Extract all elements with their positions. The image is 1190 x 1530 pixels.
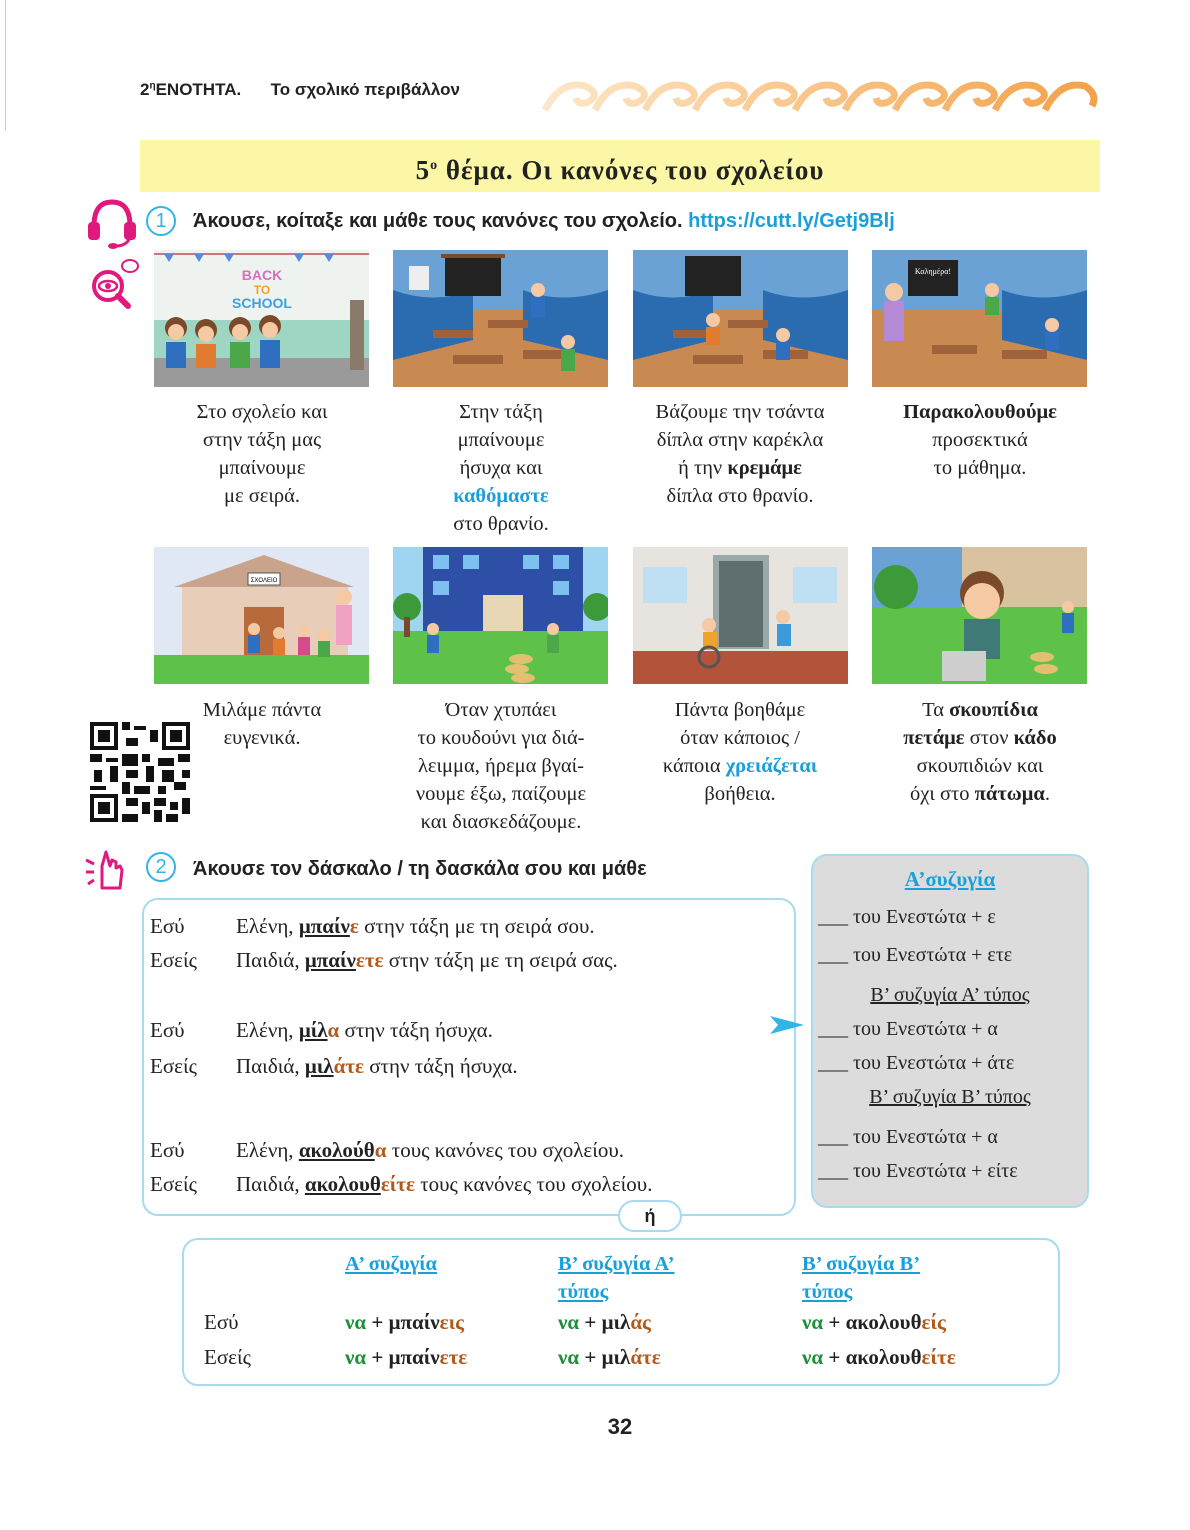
example-pronoun: Εσείς: [150, 1172, 197, 1196]
plus-sign: +: [579, 1345, 602, 1369]
table-header-text: τύπος: [802, 1281, 853, 1303]
lesson-title-num: 5: [415, 155, 431, 185]
picture-break-play: [393, 547, 608, 684]
na-particle: να: [558, 1310, 580, 1334]
caption-7-keyword: χρειάζεται: [725, 755, 818, 777]
grammar-blank: ___: [818, 944, 848, 966]
plus-sign: +: [823, 1310, 846, 1334]
grammar-heading-a: Α’συζυγία: [904, 867, 996, 891]
example-stem: μπαίν: [298, 914, 350, 938]
verb-stem: μιλ: [601, 1345, 631, 1369]
picture-classroom-bag: [633, 250, 848, 387]
example-prefix: Ελένη,: [236, 1138, 299, 1162]
exercise-1-number: 1: [146, 206, 176, 236]
caption-5-line: ευγενικά.: [223, 727, 301, 749]
grammar-rule-text: του Ενεστώτα + είτε: [848, 1160, 1018, 1182]
caption-2-keyword: καθόμαστε: [453, 485, 549, 507]
table-header-b2: [802, 1250, 920, 1306]
table-header-text: τύπος: [558, 1281, 609, 1303]
grammar-rule-text: του Ενεστώτα + άτε: [848, 1052, 1015, 1074]
caption-3-text: ή την: [678, 457, 728, 479]
example-prefix: Παιδιά,: [236, 1172, 305, 1196]
exercise-1-instruction: [193, 210, 895, 233]
caption-8-text: όχι στο: [910, 783, 975, 805]
caption-1-line: στην τάξη μας: [202, 429, 322, 451]
example-row: [150, 1132, 624, 1168]
picture-classroom-enter: [393, 250, 608, 387]
caption-8-keyword: πετάμε: [903, 727, 965, 749]
back-to-school-sign-1: BACK: [241, 267, 283, 283]
grammar-rule-text: του Ενεστώτα + α: [848, 1126, 998, 1148]
example-stem: μπαίν: [304, 948, 356, 972]
example-rest: τους κανόνες του σχολείου.: [414, 1172, 653, 1196]
plus-sign: +: [823, 1345, 846, 1369]
lesson-title-sup: ο: [430, 158, 439, 173]
verb-ending: είς: [921, 1310, 946, 1334]
example-ending: ε: [349, 914, 359, 938]
example-pronoun: Εσείς: [150, 948, 197, 972]
headphones-icon: [86, 196, 138, 250]
caption-7: [620, 696, 860, 808]
caption-3-line: δίπλα στην καρέκλα: [656, 429, 824, 451]
page-number: 32: [607, 1414, 633, 1439]
grammar-rule: [818, 1120, 1082, 1154]
caption-8-keyword: κάδο: [1013, 727, 1057, 749]
verb-stem: ακολουθ: [845, 1310, 922, 1334]
unit-title: Το σχολικό περιβάλλον: [270, 80, 460, 99]
caption-3: [620, 398, 860, 510]
table-cell: [345, 1345, 467, 1370]
back-to-school-sign-2: TO: [253, 283, 271, 297]
example-rest: στην τάξη ήσυχα.: [339, 1018, 493, 1042]
grammar-rule: [818, 1154, 1082, 1188]
example-ending: άτε: [333, 1054, 364, 1078]
caption-6-line: νουμε έξω, παίζουμε: [415, 783, 587, 805]
eye-magnifier-icon: [86, 258, 140, 310]
caption-8-line: [860, 696, 1100, 724]
grammar-rule-text: του Ενεστώτα + α: [848, 1018, 998, 1040]
caption-8-line: [860, 780, 1100, 808]
caption-8-text: Τα: [922, 699, 950, 721]
exercise-2-number: 2: [146, 852, 176, 882]
example-rest: στην τάξη ήσυχα.: [363, 1054, 518, 1078]
caption-5: [142, 696, 382, 752]
table-cell: [802, 1345, 956, 1370]
caption-4-line: προσεκτικά: [932, 429, 1028, 451]
table-cell: [345, 1310, 464, 1335]
caption-6: [381, 696, 621, 836]
caption-1-line: με σειρά.: [224, 485, 300, 507]
table-header-a: [345, 1250, 437, 1278]
meander-ornament: [540, 72, 1100, 116]
page-edge-line: [5, 0, 6, 130]
na-particle: να: [345, 1310, 367, 1334]
caption-3-keyword: κρεμάμε: [727, 457, 802, 479]
verb-stem: μπαίν: [388, 1310, 440, 1334]
verb-ending: εις: [439, 1310, 464, 1334]
unit-number: 2: [140, 80, 150, 99]
example-pronoun: Εσύ: [150, 1138, 185, 1162]
table-row-label: Εσύ: [204, 1310, 239, 1334]
caption-3-line: [620, 454, 860, 482]
caption-7-line: Πάντα βοηθάμε: [674, 699, 806, 721]
teacher-speech-bubble: Καλημέρα!: [914, 267, 952, 276]
example-rest: στην τάξη με τη σειρά σου.: [358, 914, 595, 938]
table-cell: [558, 1345, 661, 1370]
caption-1: [142, 398, 382, 510]
verb-ending: είτε: [921, 1345, 956, 1369]
verb-ending: ετε: [439, 1345, 468, 1369]
picture-trash-bin: [872, 547, 1087, 684]
verb-stem: μπαίν: [388, 1345, 440, 1369]
example-row: [150, 1012, 493, 1048]
grammar-rule: [818, 1046, 1082, 1080]
plus-sign: +: [366, 1345, 389, 1369]
plus-sign: +: [366, 1310, 389, 1334]
na-particle: να: [802, 1310, 824, 1334]
grammar-rule: [818, 1012, 1082, 1046]
grammar-rule: [818, 900, 1082, 934]
caption-8-keyword: σκουπίδια: [949, 699, 1038, 721]
caption-6-line: Όταν χτυπάει: [445, 699, 557, 721]
verb-stem: μιλ: [601, 1310, 631, 1334]
caption-6-line: το κουδούνι για διά-: [417, 727, 585, 749]
school-sign: ΣΧΟΛΕΙΟ: [250, 578, 278, 584]
table-header-text: Β’ συζυγία Β’: [802, 1253, 921, 1275]
lesson-title: [140, 140, 1100, 192]
plus-sign: +: [579, 1310, 602, 1334]
caption-3-line: Βάζουμε την τσάντα: [655, 401, 825, 423]
back-to-school-sign-3: SCHOOL: [232, 295, 292, 311]
example-stem: ακολουθ: [304, 1172, 381, 1196]
grammar-rule: [818, 938, 1082, 972]
grammar-heading-b2: Β’ συζυγία Β’ τύπος: [869, 1086, 1031, 1108]
caption-5-line: Μιλάμε πάντα: [202, 699, 322, 721]
grammar-blank: ___: [818, 1018, 848, 1040]
caption-8-text: .: [1044, 783, 1050, 805]
caption-2-line: στο θρανίο.: [453, 513, 549, 535]
table-cell: [558, 1310, 651, 1335]
example-row: [150, 1048, 518, 1084]
na-particle: να: [802, 1345, 824, 1369]
grammar-blank: ___: [818, 1160, 848, 1182]
lesson-title-text: θέμα. Οι κανόνες του σχολείου: [445, 155, 825, 185]
exercise-1-text: Άκουσε, κοίταξε και μάθε τους κανόνες του σχολείο.: [193, 210, 683, 232]
caption-8-text: στον: [964, 727, 1014, 749]
exercise-2-instruction: Άκουσε τον δάσκαλο / τη δασκάλα σου και μάθε: [193, 858, 647, 880]
example-ending: α: [327, 1018, 340, 1042]
example-ending: α: [374, 1138, 387, 1162]
example-pronoun: Εσείς: [150, 1054, 197, 1078]
caption-7-line: βοήθεια.: [704, 783, 776, 805]
arrow-right-icon: [768, 1012, 808, 1038]
grammar-rules: [818, 862, 1082, 1188]
example-prefix: Παιδιά,: [236, 1054, 305, 1078]
grammar-blank: ___: [818, 1126, 848, 1148]
unit-header: [140, 80, 460, 100]
caption-8-line: σκουπιδιών και: [916, 755, 1044, 777]
unit-sup: η: [149, 80, 156, 92]
grammar-heading-b1: Β’ συζυγία Α’ τύπος: [870, 984, 1030, 1006]
caption-2-line: ήσυχα και: [459, 457, 543, 479]
example-row: [150, 942, 618, 978]
table-row-label: Εσείς: [204, 1345, 251, 1369]
verb-ending: άτε: [630, 1345, 661, 1369]
table-header-text: Β’ συζυγία Α’: [558, 1253, 675, 1275]
exercise-1-link[interactable]: https://cutt.ly/Getj9Blj: [688, 210, 895, 232]
example-stem: μίλ: [298, 1018, 328, 1042]
example-ending: ετε: [355, 948, 384, 972]
caption-2-line: Στην τάξη: [459, 401, 543, 423]
caption-1-line: μπαίνουμε: [218, 457, 306, 479]
table-cell: [802, 1310, 946, 1335]
example-stem: μιλ: [304, 1054, 334, 1078]
caption-1-line: Στο σχολείο και: [196, 401, 328, 423]
example-row: [150, 1166, 652, 1202]
caption-4-line: το μάθημα.: [933, 457, 1027, 479]
picture-school-polite: [154, 547, 369, 684]
picture-help-others: [633, 547, 848, 684]
example-rest: τους κανόνες του σχολείου.: [386, 1138, 624, 1162]
caption-7-line: όταν κάποιος /: [680, 727, 800, 749]
example-rest: στην τάξη με τη σειρά σας.: [383, 948, 618, 972]
caption-6-line: και διασκεδάζουμε.: [420, 811, 582, 833]
example-prefix: Ελένη,: [236, 1018, 299, 1042]
picture-line-up: [154, 250, 369, 387]
grammar-blank: ___: [818, 1052, 848, 1074]
caption-2: [381, 398, 621, 538]
hand-gesture-icon: [84, 846, 130, 892]
caption-6-line: λειμμα, ήρεμα βγαί-: [417, 755, 585, 777]
unit-word: ΕΝΟΤΗΤΑ.: [155, 80, 242, 99]
example-row: [150, 908, 595, 944]
na-particle: να: [558, 1345, 580, 1369]
example-pronoun: Εσύ: [150, 1018, 185, 1042]
caption-8-line: [860, 724, 1100, 752]
na-particle: να: [345, 1345, 367, 1369]
example-prefix: Παιδιά,: [236, 948, 305, 972]
or-connector: ή: [618, 1200, 682, 1232]
caption-7-line: [620, 752, 860, 780]
grammar-blank: ___: [818, 906, 848, 928]
example-ending: είτε: [380, 1172, 415, 1196]
caption-7-text: κάποια: [662, 755, 726, 777]
caption-8-keyword: πάτωμα: [974, 783, 1045, 805]
verb-stem: ακολουθ: [845, 1345, 922, 1369]
example-prefix: Ελένη,: [236, 914, 299, 938]
picture-teacher-lesson: [872, 250, 1087, 387]
caption-4: [860, 398, 1100, 482]
grammar-rule-text: του Ενεστώτα + ετε: [848, 944, 1013, 966]
table-header-text: Α’ συζυγία: [345, 1253, 437, 1275]
caption-4-keyword: Παρακολουθούμε: [903, 401, 1057, 423]
grammar-rule-text: του Ενεστώτα + ε: [848, 906, 996, 928]
example-stem: ακολούθ: [298, 1138, 375, 1162]
caption-3-line: δίπλα στο θρανίο.: [666, 485, 814, 507]
caption-2-line: μπαίνουμε: [457, 429, 545, 451]
caption-8: [860, 696, 1100, 808]
verb-ending: άς: [630, 1310, 651, 1334]
table-header-b1: [558, 1250, 675, 1306]
example-pronoun: Εσύ: [150, 914, 185, 938]
